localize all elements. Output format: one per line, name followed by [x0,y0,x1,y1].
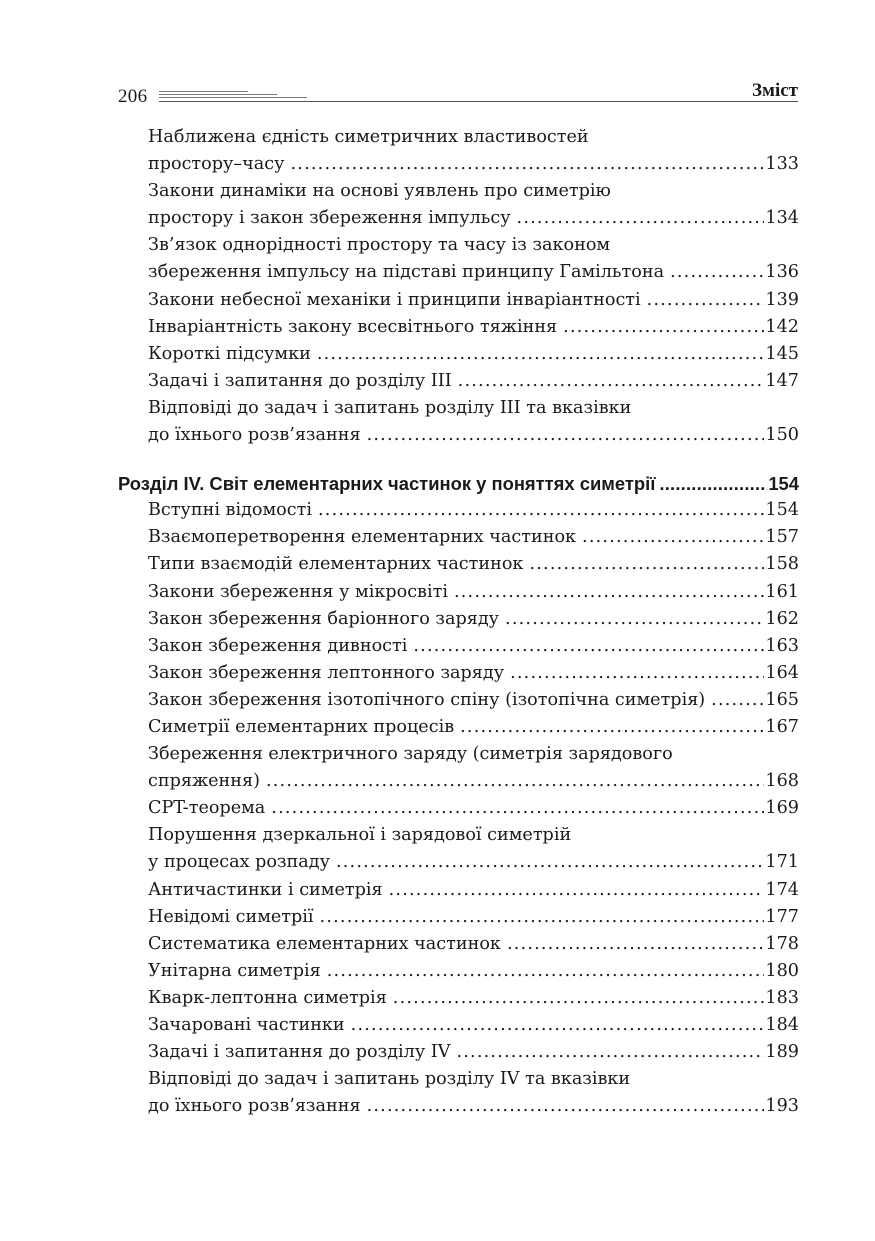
dot-leader [517,205,765,232]
dot-leader [317,341,765,368]
toc-entry-title: до їхнього розв’язання [148,425,361,446]
toc-entry-line [118,958,799,985]
toc-entry-title: Закони небесної механіки і принципи інваріантності [148,289,641,310]
toc-entry-line [118,1012,799,1039]
toc-entry[interactable] [118,1039,799,1066]
toc-entry-page-number: 150 [765,425,799,446]
toc-entry[interactable] [118,633,799,660]
toc-entry[interactable] [118,985,799,1012]
toc-entry-page-number: 161 [765,581,799,602]
toc-entry-title: Унітарна симетрія [148,960,321,981]
toc-entry-title: CPT-теорема [148,798,266,819]
toc-entry-line [118,606,799,633]
dot-leader [510,660,764,687]
toc-entry-line [118,314,799,341]
toc-entry-title: Закон збереження баріонного заряду [148,608,500,629]
toc-entry-line [118,579,799,606]
toc-entry-title: Порушення дзеркальної і зарядової симетрій [148,825,572,846]
toc-entry-line [118,178,799,205]
toc-entry[interactable] [118,904,799,931]
toc-entry-line [118,985,799,1012]
toc-entry-page-number: 168 [765,771,799,792]
toc-entry-line [118,287,799,314]
toc-entry[interactable] [118,287,799,314]
toc-entry[interactable] [118,579,799,606]
toc-entry-title: Систематика елементарних частинок [148,933,501,954]
toc-entry[interactable] [118,124,799,178]
dot-leader [711,687,764,714]
toc-entry-title: Взаємоперетворення елементарних частинок [148,527,577,548]
dot-leader [291,151,765,178]
toc-entry-line [118,395,799,422]
toc-entry-title: Короткі підсумки [148,343,311,364]
toc-entry-line [118,205,799,232]
toc-entry-page-number: 139 [765,289,799,310]
toc-entry-line [118,849,799,876]
toc-entry-line [118,259,799,286]
toc-entry-line [118,741,799,768]
toc-entry-line [118,422,799,449]
toc-entry-line [118,368,799,395]
dot-leader [582,524,764,551]
dot-leader [529,551,764,578]
toc-entry-page-number: 164 [765,662,799,683]
toc-entry-page-number: 183 [765,987,799,1008]
dot-leader [458,368,765,395]
toc-entry[interactable] [118,551,799,578]
toc-entry-line [118,687,799,714]
toc-entry-page-number: 136 [765,262,799,283]
toc-entry-page-number: 163 [765,635,799,656]
dot-leader [318,497,764,524]
toc-entry-title: Закон збереження лептонного заряду [148,662,505,683]
chapter-page-number: 154 [768,473,799,495]
toc-entry-title: Типи взаємодій елементарних частинок [148,554,524,575]
dot-leader [413,633,764,660]
dot-leader [647,287,765,314]
table-of-contents [118,124,799,1120]
dot-leader [454,579,764,606]
toc-entry-title: збереження імпульсу на підставі принципу Гамільтона [148,262,665,283]
toc-entry-line [118,660,799,687]
dot-leader [670,259,764,286]
toc-group-chapter-4 [118,497,799,1120]
toc-entry-page-number: 177 [765,906,799,927]
dot-leader [505,606,764,633]
toc-entry-title: Закони динаміки на основі уявлень про симетрію [148,181,611,202]
page-number: 206 [118,86,148,107]
running-section-title: Зміст [751,80,798,101]
toc-entry-page-number: 145 [765,343,799,364]
toc-entry-page-number: 180 [765,960,799,981]
toc-entry-title: спряження) [148,771,260,792]
toc-entry[interactable] [118,524,799,551]
toc-entry[interactable] [118,660,799,687]
toc-entry-line [118,341,799,368]
toc-entry-title: Закон збереження дивності [148,635,408,656]
toc-entry-line [118,1039,799,1066]
toc-entry-page-number: 178 [765,933,799,954]
toc-entry-page-number: 169 [765,798,799,819]
dot-leader [266,768,764,795]
dot-leader [659,470,767,497]
toc-entry-title: Закон збереження ізотопічного спіну (ізотопічна симетрія) [148,689,706,710]
toc-entry-title: простору–часу [148,154,285,175]
toc-entry-page-number: 184 [765,1015,799,1035]
dot-leader [367,1093,765,1120]
toc-entry[interactable] [118,795,799,822]
toc-entry[interactable] [118,687,799,714]
toc-entry-title: Інваріантність закону всесвітнього тяжіння [148,316,558,337]
toc-entry-line [118,877,799,904]
toc-entry-line [118,822,799,849]
toc-entry-title: Задачі і запитання до розділу IV [148,1042,451,1063]
dot-leader [336,849,764,876]
toc-entry-page-number: 158 [765,554,799,575]
toc-entry-title: у процесах розпаду [148,852,330,873]
chapter-title: Розділ IV. Світ елементарних частинок у поняттях симетрії [118,473,656,495]
toc-entry-title: Античастинки і симетрія [148,879,383,900]
header-rule [159,101,798,102]
toc-entry[interactable] [118,1066,799,1120]
dot-leader [367,422,765,449]
toc-entry[interactable] [118,1012,799,1039]
toc-entry-title: Відповіді до задач і запитань розділу IV та вказівки [148,1069,631,1090]
header-ornament-lines [159,91,307,100]
toc-entry-page-number: 142 [765,316,799,337]
toc-entry-page-number: 134 [765,208,799,229]
toc-entry-page-number: 133 [765,154,799,175]
toc-entry-line [118,151,799,178]
toc-entry[interactable] [118,931,799,958]
toc-entry-page-number: 165 [765,689,799,710]
toc-entry-page-number: 147 [765,370,799,391]
toc-entry-title: Вступні відомості [148,500,312,521]
dot-leader [320,904,765,931]
dot-leader [327,958,765,985]
dot-leader [351,1012,765,1039]
toc-group-chapter-3 [118,124,799,449]
toc-entry-page-number: 162 [765,608,799,629]
chapter-gap [118,449,799,470]
toc-entry-title: Кварк-лептонна симетрія [148,987,387,1008]
toc-entry[interactable] [118,341,799,368]
dot-leader [460,714,764,741]
toc-entry[interactable] [118,314,799,341]
toc-entry[interactable] [118,368,799,395]
toc-entry[interactable] [118,714,799,741]
toc-entry-title: Закони збереження у мікросвіті [148,581,448,602]
toc-entry-line [118,124,799,151]
toc-entry-page-number: 174 [765,879,799,900]
toc-entry-page-number: 157 [765,527,799,548]
dot-leader [456,1039,764,1066]
toc-entry-title: Відповіді до задач і запитань розділу ІІІ та вказівки [148,397,632,418]
dot-leader [393,985,765,1012]
toc-entry-line [118,232,799,259]
toc-entry-line [118,551,799,578]
toc-entry-title: Зачаровані частинки [148,1015,345,1035]
toc-entry-line [118,633,799,660]
toc-entry-line [118,904,799,931]
toc-entry-page-number: 154 [765,500,799,521]
toc-entry-page-number: 189 [765,1042,799,1063]
toc-entry[interactable] [118,395,799,449]
toc-entry-title: до їхнього розв’язання [148,1096,361,1117]
toc-entry-page-number: 167 [765,716,799,737]
toc-entry[interactable] [118,958,799,985]
toc-entry-title: Збереження електричного заряду (симетрія зарядового [148,744,673,765]
dot-leader [507,931,764,958]
dot-leader [271,795,764,822]
toc-chapter-heading[interactable] [118,470,799,497]
toc-entry[interactable] [118,822,799,876]
toc-entry-line [118,768,799,795]
toc-entry-title: Зв’язок однорідності простору та часу із законом [148,235,611,256]
toc-entry-title: Задачі і запитання до розділу ІІІ [148,370,452,391]
toc-entry-line [118,714,799,741]
toc-entry-title: Невідомі симетрії [148,906,314,927]
toc-entry-line [118,931,799,958]
toc-entry-line [118,524,799,551]
toc-entry[interactable] [118,497,799,524]
dot-leader [389,877,765,904]
page-header [118,80,798,106]
toc-entry-title: простору і закон збереження імпульсу [148,208,511,229]
toc-entry[interactable] [118,232,799,286]
toc-entry-line [118,795,799,822]
toc-entry-page-number: 171 [765,852,799,873]
toc-entry-line [118,1093,799,1120]
toc-entry-line [118,1066,799,1093]
toc-entry[interactable] [118,178,799,232]
toc-entry-page-number: 193 [765,1096,799,1117]
toc-entry[interactable] [118,741,799,795]
toc-entry-title: Наближена єдність симетричних властивостей [148,127,589,147]
toc-entry[interactable] [118,606,799,633]
toc-entry-title: Симетрії елементарних процесів [148,716,455,737]
toc-entry[interactable] [118,877,799,904]
dot-leader [563,314,764,341]
toc-entry-line [118,497,799,524]
